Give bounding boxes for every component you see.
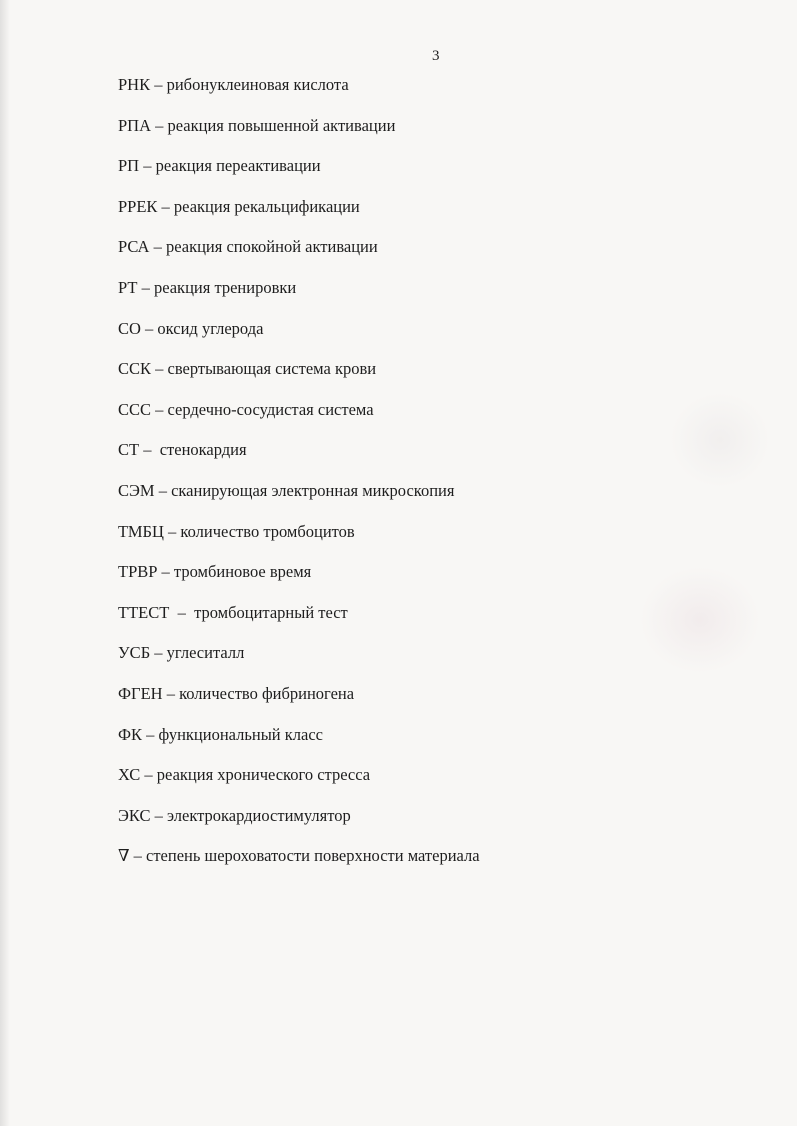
abbreviation-item: УСБ – углеситалл <box>118 643 245 663</box>
abbreviation-item: ТРВР – тромбиновое время <box>118 562 312 582</box>
abbreviation-item: ФК – функциональный класс <box>118 724 323 744</box>
abbreviation-item: РПА – реакция повышенной активации <box>118 115 396 135</box>
abbreviation-item: СТ – стенокардия <box>118 440 247 460</box>
scan-edge-shadow <box>0 0 10 1126</box>
abbreviation-item: ТТЕСТ – тромбоцитарный тест <box>118 602 348 622</box>
abbreviation-item: СЭМ – сканирующая электронная микроскопия <box>118 480 455 500</box>
abbreviation-item: РТ – реакция тренировки <box>118 277 297 297</box>
abbreviation-item: РНК – рибонуклеиновая кислота <box>118 75 349 94</box>
abbreviation-list <box>118 75 480 887</box>
abbreviation-item: ФГЕН – количество фибриногена <box>118 683 355 703</box>
page-number: 3 <box>432 48 440 64</box>
abbreviation-item: ∇ – степень шероховатости поверхности материала <box>118 846 480 866</box>
abbreviation-item: РСА – реакция спокойной активации <box>118 237 378 257</box>
abbreviation-item: СО – оксид углерода <box>118 318 264 338</box>
abbreviation-item: ХС – реакция хронического стресса <box>118 765 371 785</box>
abbreviation-item: ССС – сердечно-сосудистая система <box>118 399 374 419</box>
abbreviation-item: ЭКС – электрокардиостимулятор <box>118 805 351 825</box>
abbreviation-item: ТМБЦ – количество тромбоцитов <box>118 521 355 541</box>
abbreviation-item: РП – реакция переактивации <box>118 156 321 176</box>
abbreviation-item: ССК – свертывающая система крови <box>118 359 377 379</box>
abbreviation-item: РРЕК – реакция рекальцификации <box>118 196 360 216</box>
